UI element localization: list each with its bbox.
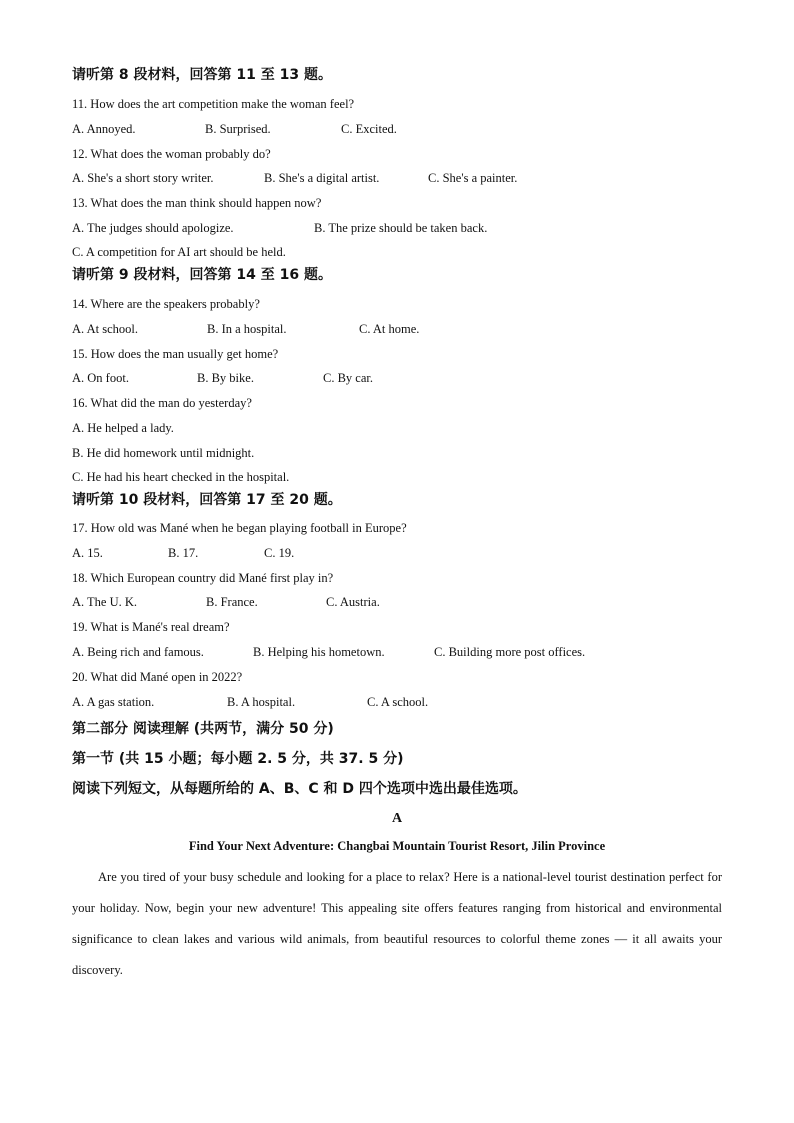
exam-page (72, 64, 722, 986)
question-16-option-a: A. He helped a lady. (72, 421, 174, 435)
option-c: C. A school. (367, 695, 429, 709)
question-12: 12. What does the woman probably do? (72, 147, 271, 161)
article-title: Find Your Next Adventure: Changbai Mountain Tourist Resort, Jilin Province (188, 839, 606, 853)
question-15: 15. How does the man usually get home? (72, 347, 279, 361)
option-c: C. By car. (323, 371, 373, 385)
option-a: A. The U. K. (72, 595, 138, 609)
option-b: B. A hospital. (227, 695, 296, 709)
question-11: 11. How does the art competition make the woman feel? (72, 97, 355, 111)
question-20-options (72, 694, 722, 710)
question-15-options (72, 370, 722, 386)
part-2-section-1-heading: 第一节 (共 15 小题；每小题 2. 5 分，共 37. 5 分) (72, 751, 404, 767)
question-11-options (72, 121, 722, 137)
option-c: C. Building more post offices. (434, 645, 586, 659)
option-b: B. Surprised. (205, 122, 271, 136)
question-14: 14. Where are the speakers probably? (72, 297, 260, 311)
option-b: B. By bike. (197, 371, 254, 385)
option-a: A. 15. (72, 546, 103, 560)
option-b: B. She's a digital artist. (264, 171, 380, 185)
option-a: A. A gas station. (72, 695, 155, 709)
option-b: B. France. (206, 595, 258, 609)
reading-instruction: 阅读下列短文，从每题所给的 A、B、C 和 D 四个选项中选出最佳选项。 (72, 781, 527, 797)
option-b: B. The prize should be taken back. (314, 221, 488, 235)
option-a: A. Annoyed. (72, 122, 136, 136)
question-16: 16. What did the man do yesterday? (72, 396, 252, 410)
option-a: A. Being rich and famous. (72, 645, 204, 659)
question-18: 18. Which European country did Mané first play in? (72, 571, 334, 585)
question-12-options (72, 170, 722, 186)
part-2-heading: 第二部分 阅读理解 (共两节，满分 50 分) (72, 721, 334, 737)
question-19-options (72, 644, 722, 660)
option-c: C. Excited. (341, 122, 397, 136)
question-16-option-b: B. He did homework until midnight. (72, 446, 255, 460)
option-a: A. On foot. (72, 371, 129, 385)
question-13-options (72, 220, 722, 236)
option-b: B. In a hospital. (207, 322, 287, 336)
question-17: 17. How old was Mané when he began playing football in Europe? (72, 521, 407, 535)
section-9-heading: 请听第 9 段材料，回答第 14 至 16 题。 (72, 267, 332, 283)
option-c: C. 19. (264, 546, 295, 560)
option-b: B. 17. (168, 546, 199, 560)
question-19: 19. What is Mané's real dream? (72, 620, 230, 634)
section-8-heading: 请听第 8 段材料，回答第 11 至 13 题。 (72, 67, 332, 83)
question-14-options (72, 321, 722, 337)
question-17-options (72, 545, 722, 561)
question-20: 20. What did Mané open in 2022? (72, 670, 243, 684)
option-a: A. At school. (72, 322, 138, 336)
option-c: C. Austria. (326, 595, 380, 609)
option-c: C. At home. (359, 322, 420, 336)
article-paragraph: Are you tired of your busy schedule and looking for a place to relax? Here is a national-level tourist destination perfect for your holiday. Now, begin your new adventure! This appealing site offers features ranging from historical and environmental significance to clean lakes and various wild animals, from beautiful resources to colorful theme zones — it all awaits your discovery. (72, 870, 722, 977)
question-13-option-c: C. A competition for AI art should be held. (72, 245, 286, 259)
question-13: 13. What does the man think should happen now? (72, 196, 322, 210)
question-18-options (72, 594, 722, 610)
option-c: C. She's a painter. (428, 171, 518, 185)
option-b: B. Helping his hometown. (253, 645, 385, 659)
question-16-option-c: C. He had his heart checked in the hospital. (72, 470, 290, 484)
option-a: A. The judges should apologize. (72, 221, 234, 235)
section-10-heading: 请听第 10 段材料，回答第 17 至 20 题。 (72, 492, 342, 508)
option-a: A. She's a short story writer. (72, 171, 214, 185)
passage-letter: A (391, 811, 403, 826)
